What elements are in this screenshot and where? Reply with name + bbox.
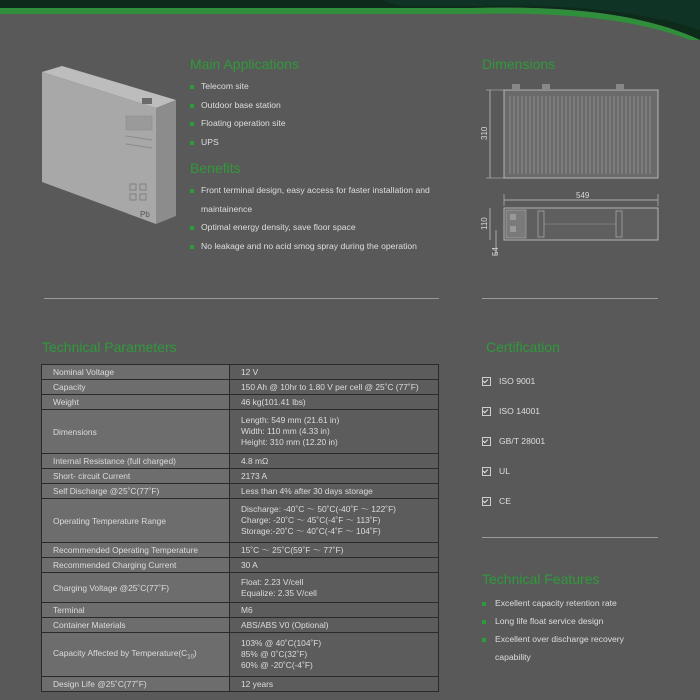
length-dimension-label: 549: [576, 191, 590, 200]
param-value-line: 85% @ 0˚C(32˚F): [241, 649, 308, 659]
param-value-line: Equalize: 2.35 V/cell: [241, 587, 317, 598]
param-value: [230, 677, 439, 692]
certification-label: GB/T 28001: [499, 436, 546, 446]
checkbox-icon: [482, 437, 491, 446]
param-key: Internal Resistance (full charged): [42, 454, 230, 469]
technical-features-list: [482, 598, 624, 670]
checkbox-icon: [482, 467, 491, 476]
table-row: [42, 454, 439, 469]
feature-item: Excellent over discharge recovery: [482, 634, 624, 652]
param-value-line: Height: 310 mm (12.20 in): [241, 437, 338, 447]
table-row: [42, 558, 439, 573]
benefit-item-continued: [190, 204, 430, 223]
param-value-line: Length: 549 mm (21.61 in): [241, 415, 340, 425]
benefit-item: Optimal energy density, save floor space: [190, 222, 430, 241]
table-row: [42, 365, 439, 380]
technical-features-title: Technical Features: [482, 571, 600, 587]
benefit-item: No leakage and no acid smog spray during the operation: [190, 241, 430, 260]
param-value-line: Less than 4% after 30 days storage: [241, 485, 373, 496]
table-row: [42, 618, 439, 633]
application-item: Floating operation site: [190, 118, 286, 137]
param-value: [230, 618, 439, 633]
param-value: [230, 558, 439, 573]
param-value-line: 103% @ 40˚C(104˚F): [241, 638, 322, 648]
application-item: UPS: [190, 137, 286, 156]
table-row: [42, 677, 439, 692]
table-row: [42, 603, 439, 618]
terminal-dimension-label: 54: [491, 247, 500, 256]
param-value-line: Charge: -20˚C ～ 45˚C(-4˚F ～ 113˚F): [241, 515, 381, 525]
param-value-line: 2173 A: [241, 470, 268, 481]
certification-item: [482, 396, 545, 426]
certification-label: CE: [499, 496, 511, 506]
param-value-line: Discharge: -40˚C ～ 50˚C(-40˚F ～ 122˚F): [241, 504, 396, 514]
param-value-line: Width: 110 mm (4.33 in): [241, 426, 330, 436]
param-key: Self Discharge @25˚C(77˚F): [42, 484, 230, 499]
benefits-title: Benefits: [190, 160, 241, 176]
param-value: [230, 543, 439, 558]
param-value: [230, 499, 439, 543]
checkbox-icon: [482, 407, 491, 416]
dimensions-drawing: [476, 80, 666, 260]
table-row: [42, 395, 439, 410]
dimensions-title: Dimensions: [482, 56, 556, 72]
param-value-line: 150 Ah @ 10hr to 1.80 V per cell @ 25˚C (77˚F): [241, 381, 419, 392]
main-applications-title: Main Applications: [190, 56, 299, 72]
param-value-line: Storage:-20˚C ～ 40˚C(-4˚F ～ 104˚F): [241, 526, 381, 536]
param-key: Recommended Charging Current: [42, 558, 230, 573]
table-row: [42, 469, 439, 484]
table-row: [42, 543, 439, 558]
param-key: Terminal: [42, 603, 230, 618]
certification-item: [482, 366, 545, 396]
table-row: [42, 499, 439, 543]
param-value-line: 46 kg(101.41 lbs): [241, 396, 306, 407]
battery-photo: [38, 66, 178, 226]
divider-certification: [482, 537, 658, 538]
width-dimension-label: 110: [480, 217, 489, 230]
table-row: [42, 573, 439, 603]
param-key: Dimensions: [42, 410, 230, 454]
certification-label: ISO 9001: [499, 376, 536, 386]
param-value-line: Float: 2.23 V/cell: [241, 576, 304, 587]
feature-item: Excellent capacity retention rate: [482, 598, 624, 616]
table-row: [42, 633, 439, 677]
divider-right: [482, 298, 658, 299]
certification-label: UL: [499, 466, 510, 476]
technical-parameters-table: [41, 364, 439, 692]
param-value: [230, 454, 439, 469]
table-row: [42, 484, 439, 499]
application-item: Telecom site: [190, 81, 286, 100]
param-value-line: 4.8 mΩ: [241, 455, 269, 466]
certification-item: [482, 486, 545, 516]
param-key: Capacity: [42, 380, 230, 395]
param-key: Weight: [42, 395, 230, 410]
param-value-line: ABS/ABS V0 (Optional): [241, 619, 329, 630]
certification-label: ISO 14001: [499, 406, 541, 416]
param-value: [230, 410, 439, 454]
battery-pb-label: Pb: [140, 210, 150, 219]
param-value-line: 12 years: [241, 678, 274, 689]
certification-item: [482, 456, 545, 486]
param-key: Operating Temperature Range: [42, 499, 230, 543]
feature-item: Long life float service design: [482, 616, 624, 634]
benefit-item: Front terminal design, easy access for faster installation and: [190, 185, 430, 204]
param-value: [230, 633, 439, 677]
height-dimension-label: 310: [480, 126, 489, 140]
application-item: Outdoor base station: [190, 100, 286, 119]
header-band: [0, 0, 700, 40]
feature-item-text: capability: [495, 652, 531, 662]
param-value-line: 60% @ -20˚C(-4˚F): [241, 660, 313, 670]
param-value: [230, 395, 439, 410]
param-value: [230, 573, 439, 603]
param-key: Charging Voltage @25˚C(77˚F): [42, 573, 230, 603]
checkbox-icon: [482, 377, 491, 386]
param-value-line: 30 A: [241, 559, 258, 570]
certification-item: [482, 426, 545, 456]
param-key: Design Life @25˚C(77˚F): [42, 677, 230, 692]
divider-left: [44, 298, 439, 299]
param-value: [230, 484, 439, 499]
main-applications-list: [190, 81, 286, 155]
table-row: [42, 380, 439, 395]
param-key: Short- circuit Current: [42, 469, 230, 484]
technical-parameters-title: Technical Parameters: [42, 339, 177, 355]
benefit-item-text: maintainence: [201, 203, 253, 214]
param-value: [230, 380, 439, 395]
param-key-subscript: 10: [187, 654, 194, 661]
certification-list: [482, 366, 545, 516]
param-key: Container Materials: [42, 618, 230, 633]
benefits-list: [190, 185, 430, 259]
param-key-end: ): [193, 648, 197, 659]
param-value-line: 15˚C ～ 25˚C(59˚F ～ 77˚F): [241, 544, 344, 555]
param-value: [230, 469, 439, 484]
param-key: [42, 633, 230, 677]
checkbox-icon: [482, 497, 491, 506]
param-value: [230, 603, 439, 618]
param-value-line: M6: [241, 604, 253, 615]
table-row: [42, 410, 439, 454]
feature-item-continued: [482, 652, 624, 670]
param-value: [230, 365, 439, 380]
param-value-line: 12 V: [241, 366, 259, 377]
param-key-main: Capacity Affected by Temperature(C: [53, 648, 188, 659]
param-key: Recommended Operating Temperature: [42, 543, 230, 558]
certification-title: Certification: [486, 339, 560, 355]
param-key: Nominal Voltage: [42, 365, 230, 380]
